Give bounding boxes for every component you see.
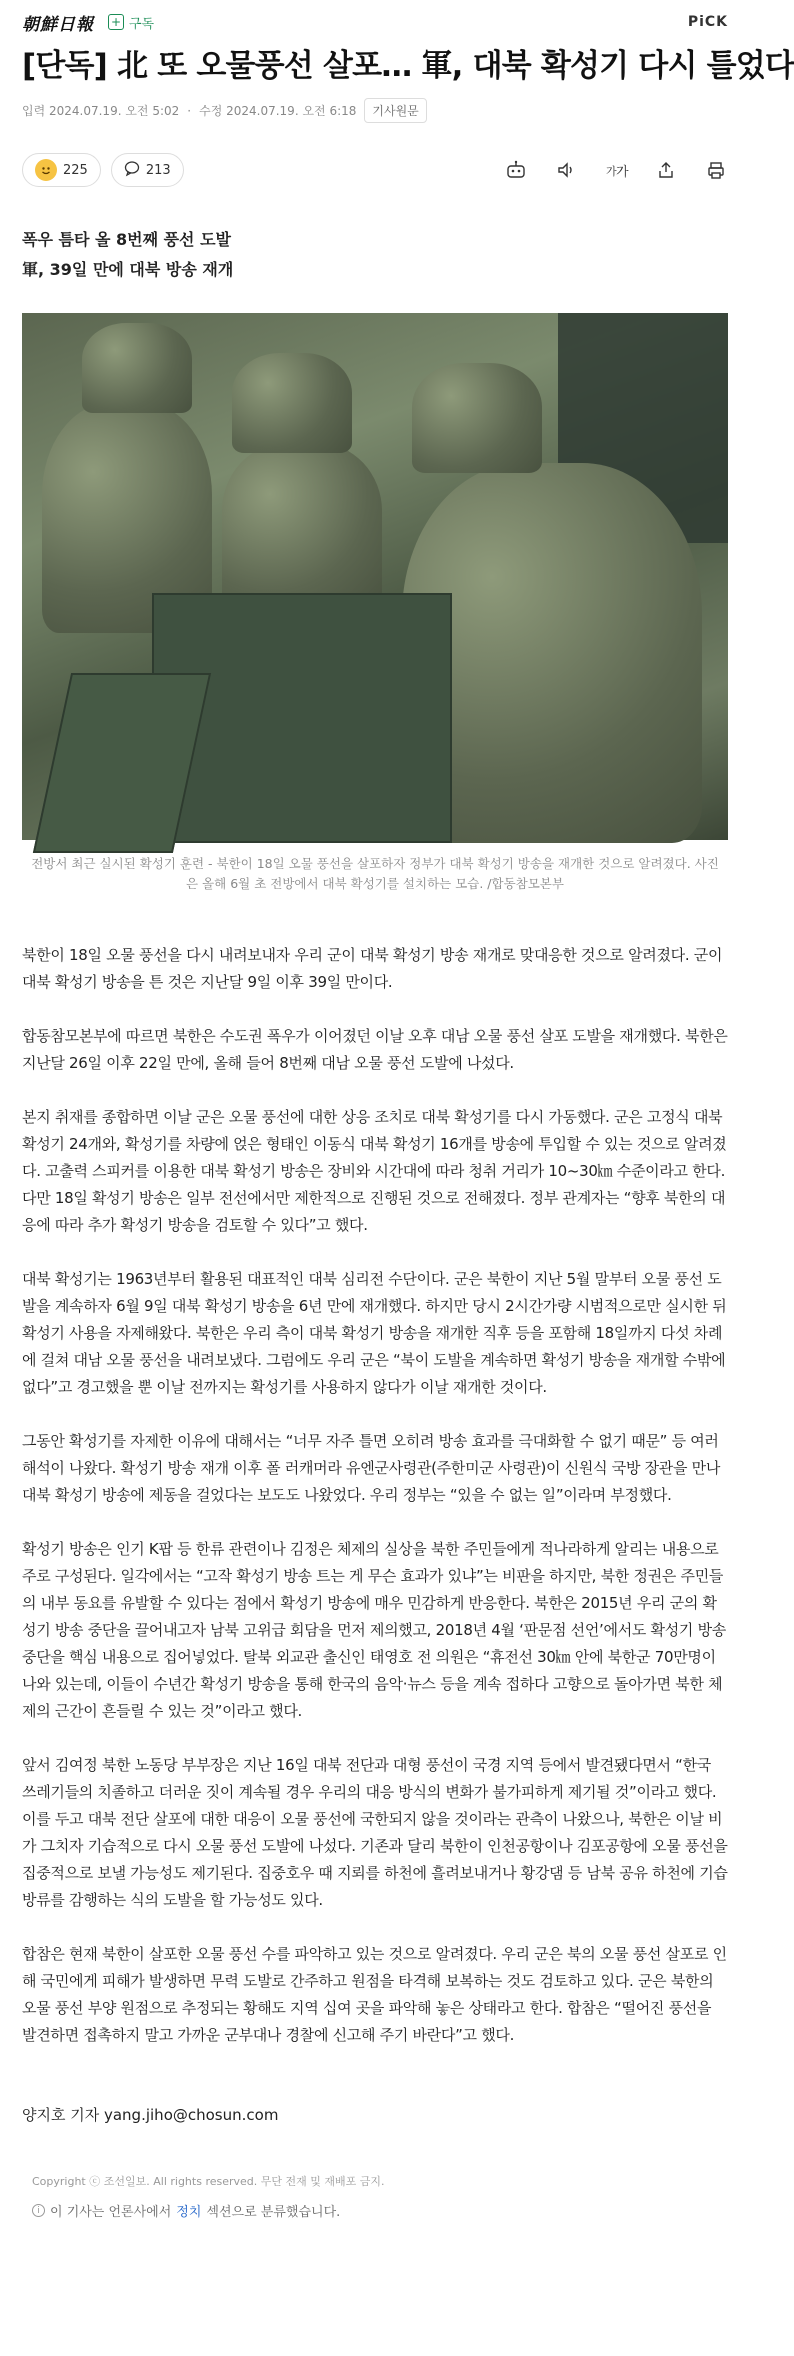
original-article-button[interactable]: 기사원문 xyxy=(364,98,426,123)
top-bar xyxy=(0,0,750,44)
article-headline: [단독] 北 또 오물풍선 살포… 軍, 대북 확성기 다시 틀었다 xyxy=(22,48,794,84)
photo-helmet-shape xyxy=(412,363,542,473)
svg-text:가: 가 xyxy=(606,165,617,178)
reaction-emoji-icon xyxy=(35,159,57,181)
article-paragraph: 대북 확성기는 1963년부터 활용된 대표적인 대북 심리전 수단이다. 군은 북한이 지난 5월 말부터 오물 풍선 도발을 계속하자 6월 9일 대북 확성기 방송을 6년 만에 재개했다. 하지만 당시 2시간가량 시범적으로만 실시한 뒤 확성기 사용을 자제해왔다. 북한은 우리 측이 대북 확성기 방송을 재개한 직후 등을 포함해 18일까지 다섯 차례에 걸쳐 대남 오물 풍선을 내려보냈다. 그럼에도 우리 군은 “북이 도발을 계속하면 확성기 방송을 재개할 수밖에 없다”고 경고했을 뿐 이날 전까지는 확성기를 사용하지 않다가 이날 재개한 것이다. xyxy=(22,1270,727,1396)
press-logo[interactable]: 朝鮮日報 xyxy=(22,14,94,35)
article-paragraph: 본지 취재를 종합하면 이날 군은 오물 풍선에 대한 상응 조치로 대북 확성기를 다시 가동했다. 군은 고정식 대북 확성기 24개와, 확성기를 차량에 얹은 형태인 이동식 대북 확성기 16개를 방송에 투입할 수 있는 것으로 알려졌다. 고출력 스피커를 이용한 대북 확성기 방송은 장비와 시간대에 따라 청취 거리가 10~30㎞ 수준이라고 한다. 다만 18일 확성기 방송은 일부 전선에서만 제한적으로 진행된 것으로 전해졌다. 정부 관계자는 “향후 북한의 대응에 따라 추가 확성기 방송을 검토할 수 있다”고 했다. xyxy=(22,1108,727,1234)
article-paragraph: 합동참모본부에 따르면 북한은 수도권 폭우가 이어졌던 이날 오후 대남 오물 풍선 살포 도발을 재개했다. 북한은 지난달 26일 이후 22일 만에, 올해 들어 8번째 대남 오물 풍선 도발에 나섰다. xyxy=(22,1027,728,1072)
category-link-politics[interactable]: 정치 xyxy=(176,2205,202,2220)
modified-time: 수정 2024.07.19. 오전 6:18 xyxy=(199,104,357,118)
article-meta xyxy=(0,98,750,123)
subscribe-button[interactable] xyxy=(108,13,154,32)
share-icon[interactable] xyxy=(654,158,678,182)
summary-bot-icon[interactable] xyxy=(504,158,528,182)
article-paragraph: 앞서 김여정 북한 노동당 부부장은 지난 16일 대북 전단과 대형 풍선이 국경 지역 등에서 발견됐다면서 “한국 쓰레기들의 치졸하고 더러운 짓이 계속될 경우 우리의 대응 방식의 변화가 불가피하게 제기될 것”이라고 했다. 이를 두고 대북 전단 살포에 대한 대응이 오물 풍선에 국한되지 않을 것이라는 관측이 나왔으나, 북한은 이날 비가 그치자 기습적으로 다시 오물 풍선 도발에 나섰다. 기존과 달리 북한이 인천공항이나 김포공항에 오물 풍선을 집중적으로 보낼 가능성도 제기된다. 집중호우 때 지뢰를 하천에 흘려보내거나 황강댐 등 남북 공유 하천에 기습 방류를 감행하는 식의 도발을 할 가능성도 있다. xyxy=(22,1756,728,1909)
published-time: 입력 2024.07.19. 오전 5:02 xyxy=(22,104,180,118)
category-suffix: 섹션으로 분류했습니다. xyxy=(206,2205,341,2220)
photo-helmet-shape xyxy=(82,323,192,413)
subtitle-line: 軍, 39일 만에 대북 방송 재개 xyxy=(22,260,234,279)
reaction-button[interactable] xyxy=(22,153,101,187)
plus-icon: + xyxy=(108,14,124,30)
article-paragraph: 북한이 18일 오물 풍선을 다시 내려보내자 우리 군이 대북 확성기 방송 재개로 맞대응한 것으로 알려졌다. 군이 대북 확성기 방송을 튼 것은 지난달 9일 이후 39일 만이다. xyxy=(22,946,723,991)
photo-helmet-shape xyxy=(232,353,352,453)
svg-text:가: 가 xyxy=(616,165,629,180)
subtitle-line: 폭우 틈타 올 8번째 풍선 도발 xyxy=(22,230,232,249)
listen-audio-icon[interactable] xyxy=(554,158,578,182)
reaction-count: 225 xyxy=(63,162,88,178)
pick-badge[interactable]: PiCK xyxy=(687,14,728,30)
category-notice xyxy=(0,2201,750,2220)
article-body xyxy=(0,942,750,2049)
photo-caption: 전방서 최근 실시된 확성기 훈련 - 북한이 18일 오물 풍선을 살포하자 정부가 대북 확성기 방송을 재개한 것으로 알려졌다. 사진은 올해 6월 초 전방에서 대북 확성기를 설치하는 모습. /합동참모본부 xyxy=(31,856,719,891)
font-size-icon[interactable] xyxy=(604,158,628,182)
photo-soldier-shape xyxy=(222,443,382,613)
reporter-byline: 양지호 기자 yang.jiho@chosun.com xyxy=(22,2106,279,2124)
info-icon: i xyxy=(32,2204,45,2217)
category-prefix: 이 기사는 언론사에서 xyxy=(50,2205,172,2220)
copyright-notice: Copyright ⓒ 조선일보. All rights reserved. 무단 전재 및 재배포 금지. xyxy=(32,2175,385,2188)
reaction-bar xyxy=(0,153,750,187)
article-paragraph: 합참은 현재 북한이 살포한 오물 풍선 수를 파악하고 있는 것으로 알려졌다. 우리 군은 북의 오물 풍선 살포로 인해 국민에게 피해가 발생하면 무력 도발로 간주하고 원점을 타격해 보복하는 것도 검토하고 있다. 군은 북한의 오물 풍선 부양 원점으로 추정되는 황해도 지역 십여 곳을 파악해 놓은 상태라고 한다. 합참은 “떨어진 풍선을 발견하면 접촉하지 말고 가까운 군부대나 경찰에 신고해 주기 바란다”고 했다. xyxy=(22,1945,727,2044)
subscribe-label: 구독 xyxy=(129,16,155,32)
comment-button[interactable] xyxy=(111,153,184,187)
article-subtitles xyxy=(0,225,750,285)
comment-icon xyxy=(124,160,140,180)
article-photo xyxy=(22,313,728,840)
article-paragraph: 그동안 확성기를 자제한 이유에 대해서는 “너무 자주 틀면 오히려 방송 효과를 극대화할 수 없기 때문” 등 여러 해석이 나왔다. 확성기 방송 재개 이후 폴 러캐머라 유엔군사령관(주한미군 사령관)이 신원식 국방 장관을 만나 대북 확성기 방송에 제동을 걸었다는 보도도 나왔었다. 우리 정부는 “있을 수 없는 일”이라며 부정했다. xyxy=(22,1432,721,1504)
comment-count: 213 xyxy=(145,162,171,178)
article-paragraph: 확성기 방송은 인기 K팝 등 한류 관련이나 김정은 체제의 실상을 북한 주민들에게 적나라하게 알리는 내용으로 주로 구성된다. 일각에서는 “고작 확성기 방송 트는 게 무슨 효과가 있냐”는 비판을 하지만, 북한 정권은 주민들의 내부 동요를 유발할 수 있다는 점에서 확성기 방송에 매우 민감하게 반응한다. 북한은 2015년 우리 군의 확성기 방송 중단을 끌어내고자 남북 고위급 회담을 먼저 제의했고, 2018년 4월 ‘판문점 선언’에서도 확성기 방송 중단을 핵심 내용으로 집어넣었다. 탈북 외교관 출신인 태영호 전 의원은 “휴전선 30㎞ 안에 북한군 70만명이 나와 있는데, 이들이 수년간 확성기 방송을 통해 한국의 음악·뉴스 등을 계속 접하다 고향으로 돌아가면 북한 체제의 근간이 흔들릴 수 있는 것”이라고 했다. xyxy=(22,1540,726,1720)
meta-separator: · xyxy=(187,103,192,118)
print-icon[interactable] xyxy=(704,158,728,182)
